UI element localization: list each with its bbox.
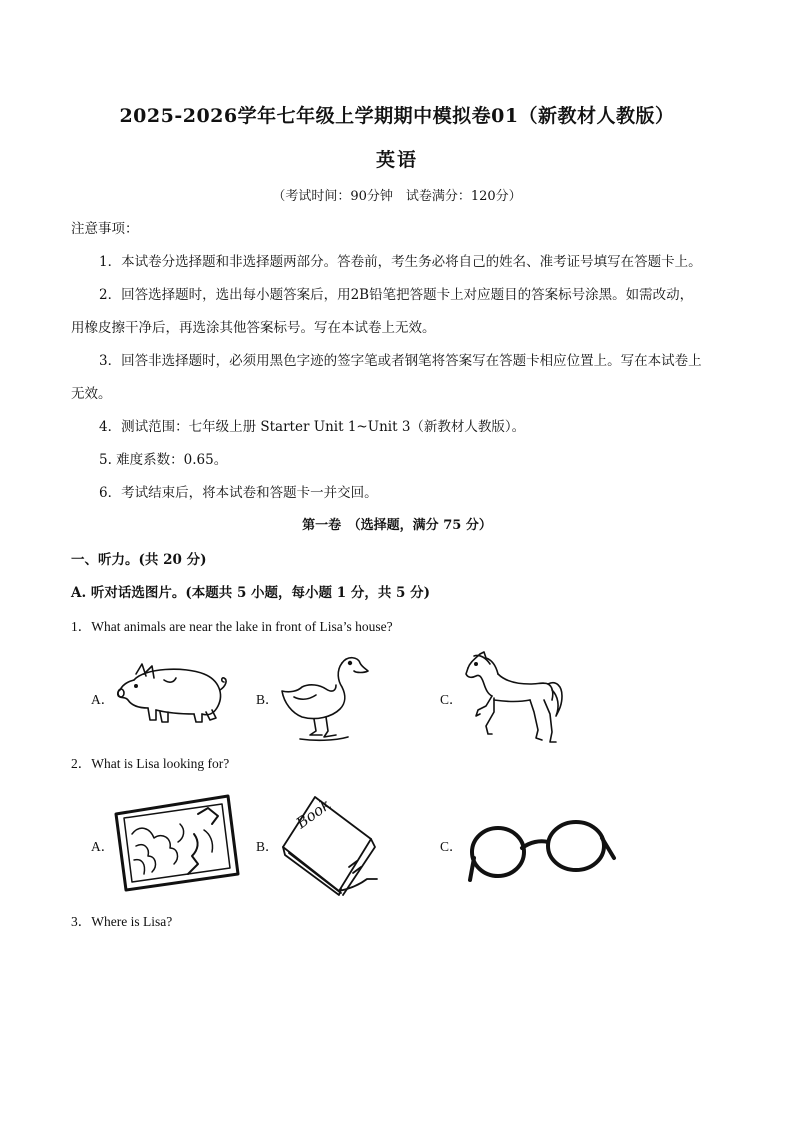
part1-heading: 第一卷 （选择题，满分 75 分） (302, 518, 492, 533)
glasses-icon (468, 818, 616, 884)
exam-time-info: （考试时间：90分钟 试卷满分：120分） (272, 189, 522, 204)
question-3-text: 3．Where is Lisa? (71, 914, 173, 929)
question-1-text: 1．What animals are near the lake in front of Lisa’s house? (71, 619, 393, 634)
q1-option-c-label: C． (440, 692, 463, 707)
note-item-4: 4．测试范围：七年级上册 Starter Unit 1~Unit 3（新教材人教版）。 (99, 419, 526, 435)
note-item-3: 3．回答非选择题时，必须用黑色字迹的签字笔或者钢笔将答案写在答题卡相应位置上。写在本试卷上 (99, 353, 702, 369)
note-item-5: 5. 难度系数：0.65。 (99, 452, 228, 468)
notes-heading: 注意事项： (71, 221, 139, 237)
q2-option-c-label: C． (440, 839, 463, 854)
q2-option-b-label: B． (256, 839, 279, 854)
pig-icon (114, 660, 229, 725)
exam-title: 2025-2026学年七年级上学期期中模拟卷01（新教材人教版） (119, 105, 675, 127)
q1-option-a-label: A． (91, 692, 115, 707)
question-2-text: 2．What is Lisa looking for? (71, 756, 230, 771)
note-item-2-cont: 用橡皮擦干净后，再选涂其他答案标号。写在本试卷上无效。 (71, 320, 436, 336)
book-icon (279, 795, 381, 895)
exam-subject: 英语 (375, 149, 418, 171)
photo-icon (114, 794, 240, 892)
section-listening: 一、听力。(共 20 分) (71, 552, 207, 568)
q1-option-b-label: B． (256, 692, 279, 707)
q2-option-a-label: A． (91, 839, 115, 854)
horse-icon (464, 650, 566, 744)
note-item-2: 2．回答选择题时，选出每小题答案后，用2B铅笔把答题卡上对应题目的答案标号涂黑。如需改动， (99, 287, 694, 303)
note-item-3-cont: 无效。 (71, 386, 112, 402)
duck-icon (280, 651, 370, 743)
note-item-6: 6．考试结束后，将本试卷和答题卡一并交回。 (99, 485, 378, 501)
subsection-a: A. 听对话选图片。(本题共 5 小题，每小题 1 分，共 5 分) (71, 585, 431, 601)
note-item-1: 1．本试卷分选择题和非选择题两部分。答卷前，考生务必将自己的姓名、准考证号填写在答题卡上。 (99, 254, 702, 270)
book-cover-text: Book (292, 795, 335, 833)
